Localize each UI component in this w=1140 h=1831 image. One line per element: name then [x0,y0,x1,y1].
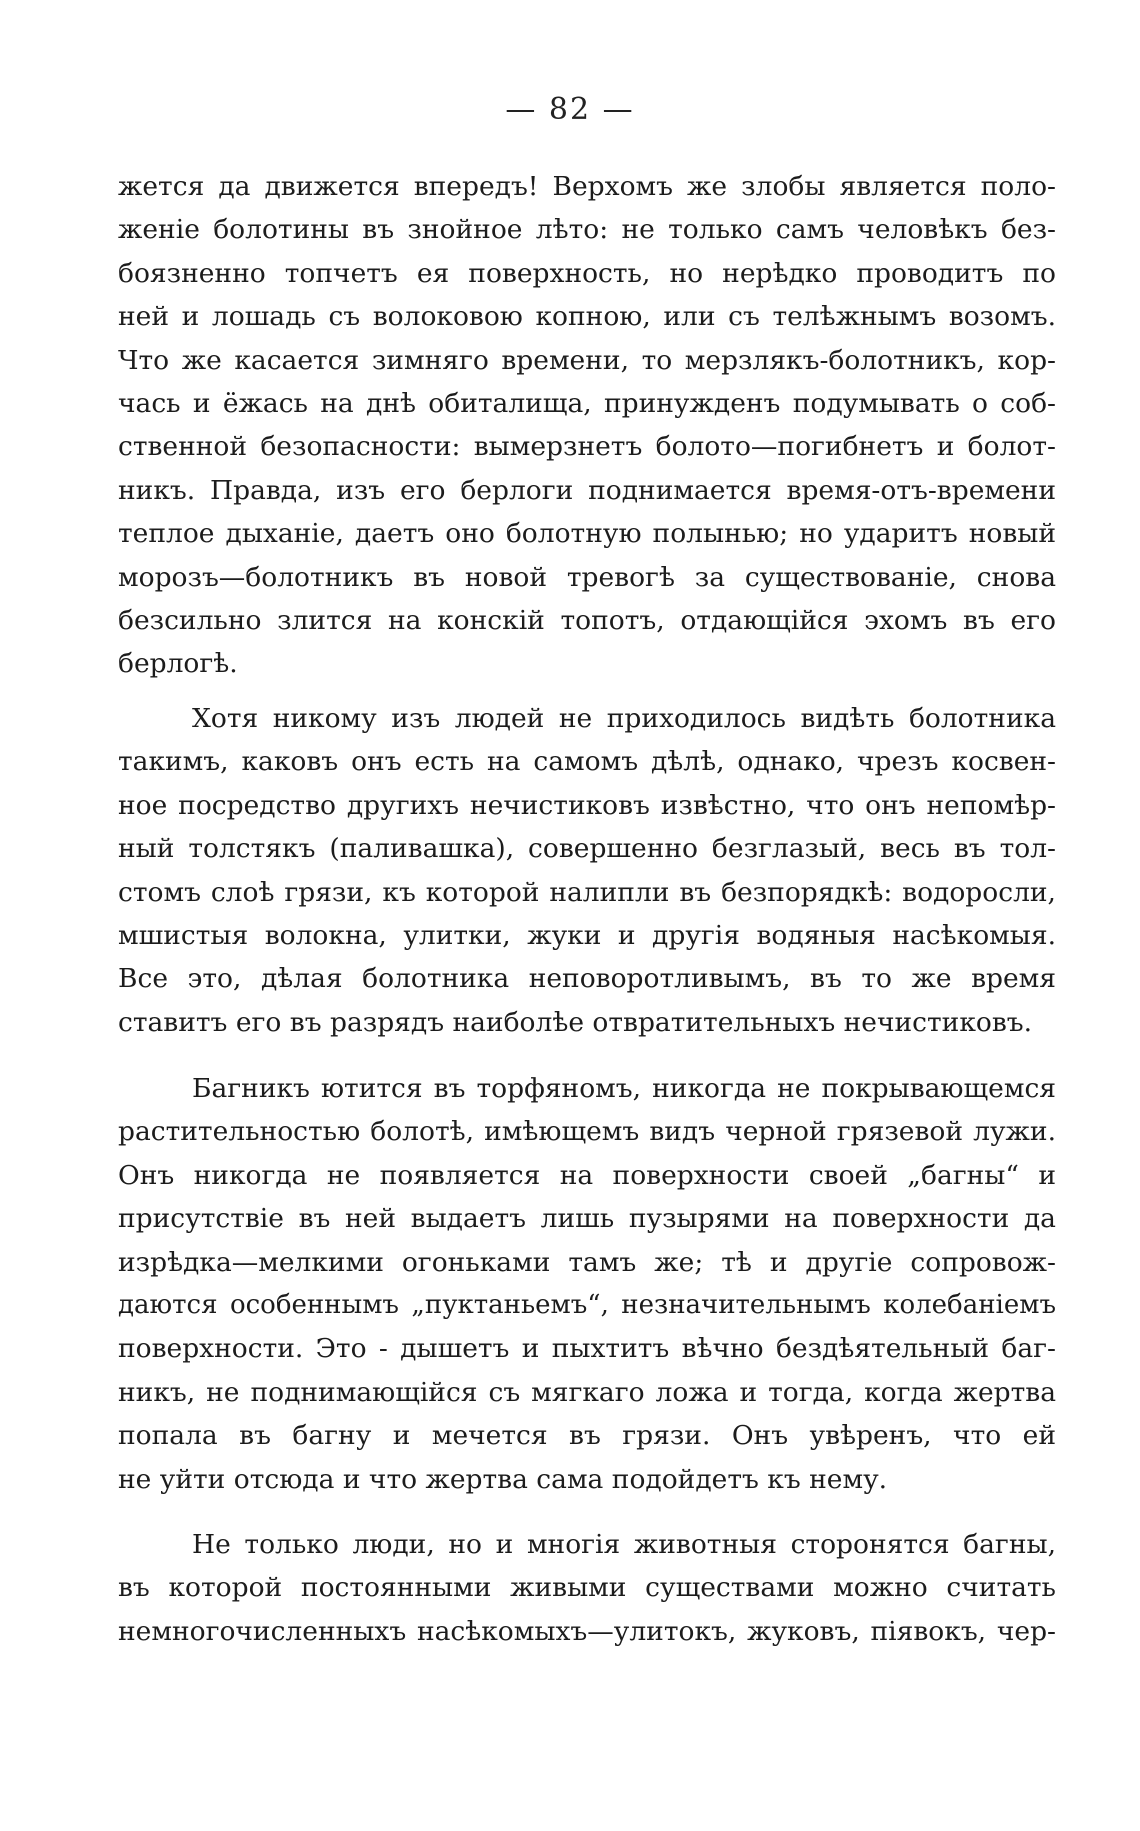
text-line: присутствіе въ ней выдаетъ лишь пузырями на поверхности да [118,1203,1056,1235]
text-line: никъ. Правда, изъ его берлоги поднимается время-отъ-времени [118,474,1056,506]
text-line: Багникъ ютится въ торфяномъ, никогда не покрывающемся [192,1073,1056,1104]
paragraph-2 [118,697,1056,1044]
text-line: Все это, дѣлая болотника неповоротливымъ, въ то же время [118,963,1056,995]
text-line: поверхности. Это - дышетъ и пыхтитъ вѣчно бездѣятельный баг- [118,1333,1056,1365]
text-line: теплое дыханіе, даетъ оно болотную полынью; но ударитъ новый [118,518,1056,550]
text-line: попала въ багну и мечется въ грязи. Онъ увѣренъ, что ей [118,1420,1056,1452]
text-line: въ которой постоянными живыми существами можно считать [118,1572,1056,1604]
text-line: берлогѣ. [118,648,238,680]
text-line: Хотя никому изъ людей не приходилось видѣть болотника [192,703,1056,734]
text-line: мшистыя волокна, улитки, жуки и другія водяныя насѣкомыя. [118,919,1056,951]
text-line: немногочисленныхъ насѣкомыхъ—улитокъ, жуковъ, піявокъ, чер- [118,1615,1056,1647]
text-line: ное посредство другихъ нечистиковъ извѣстно, что онъ непомѣр- [118,789,1056,821]
text-line: женіе болотины въ знойное лѣто: не только самъ человѣкъ без- [118,214,1056,246]
paragraph-4 [118,1523,1056,1653]
text-line: изрѣдка—мелкими огоньками тамъ же; тѣ и другіе сопровож- [118,1246,1056,1278]
text-line: морозъ—болотникъ въ новой тревогѣ за существованіе, снова [118,561,1056,593]
text-line: жется да движется впередъ! Верхомъ же злобы является поло- [118,171,1056,202]
text-line: ставитъ его въ разрядъ наиболѣе отвратительныхъ нечистиковъ. [118,1006,1033,1038]
text-line: такимъ, каковъ онъ есть на самомъ дѣлѣ, однако, чрезъ косвен- [118,746,1056,778]
text-line: ный толстякъ (паливашка), совершенно безглазый, весь въ тол- [118,833,1056,865]
page-number: — 82 — [505,92,635,127]
text-line: растительностью болотѣ, имѣющемъ видъ черной грязевой лужи. [118,1116,1056,1148]
text-line: чась и ёжась на днѣ обиталища, принужденъ подумывать о соб- [118,387,1056,419]
text-line: ней и лошадь съ волоковою копною, или съ телѣжнымъ возомъ. [118,301,1056,333]
text-line: боязненно топчетъ ея поверхность, но нерѣдко проводитъ по [118,257,1056,289]
text-line: безсильно злится на конскій топотъ, отдающійся эхомъ въ его [118,604,1056,636]
paragraph-1 [118,165,1056,686]
text-line: Не только люди, но и многія животныя сторонятся багны, [192,1529,1056,1560]
text-line: Что же касается зимняго времени, то мерзлякъ-болотникъ, кор- [118,344,1056,376]
text-line: даются особеннымъ „пуктаньемъ“, незначительнымъ колебаніемъ [118,1289,1056,1320]
text-line: ственной безопасности: вымерзнетъ болото—погибнетъ и болот- [118,431,1056,463]
text-line: не уйти отсюда и что жертва сама подойдетъ къ нему. [118,1463,888,1495]
paragraph-3 [118,1067,1056,1501]
text-line: никъ, не поднимающійся съ мягкаго ложа и тогда, когда жертва [118,1376,1056,1408]
text-line: Онъ никогда не появляется на поверхности своей „багны“ и [118,1159,1056,1191]
text-line: стомъ слоѣ грязи, къ которой налипли въ безпорядкѣ: водоросли, [118,876,1056,908]
